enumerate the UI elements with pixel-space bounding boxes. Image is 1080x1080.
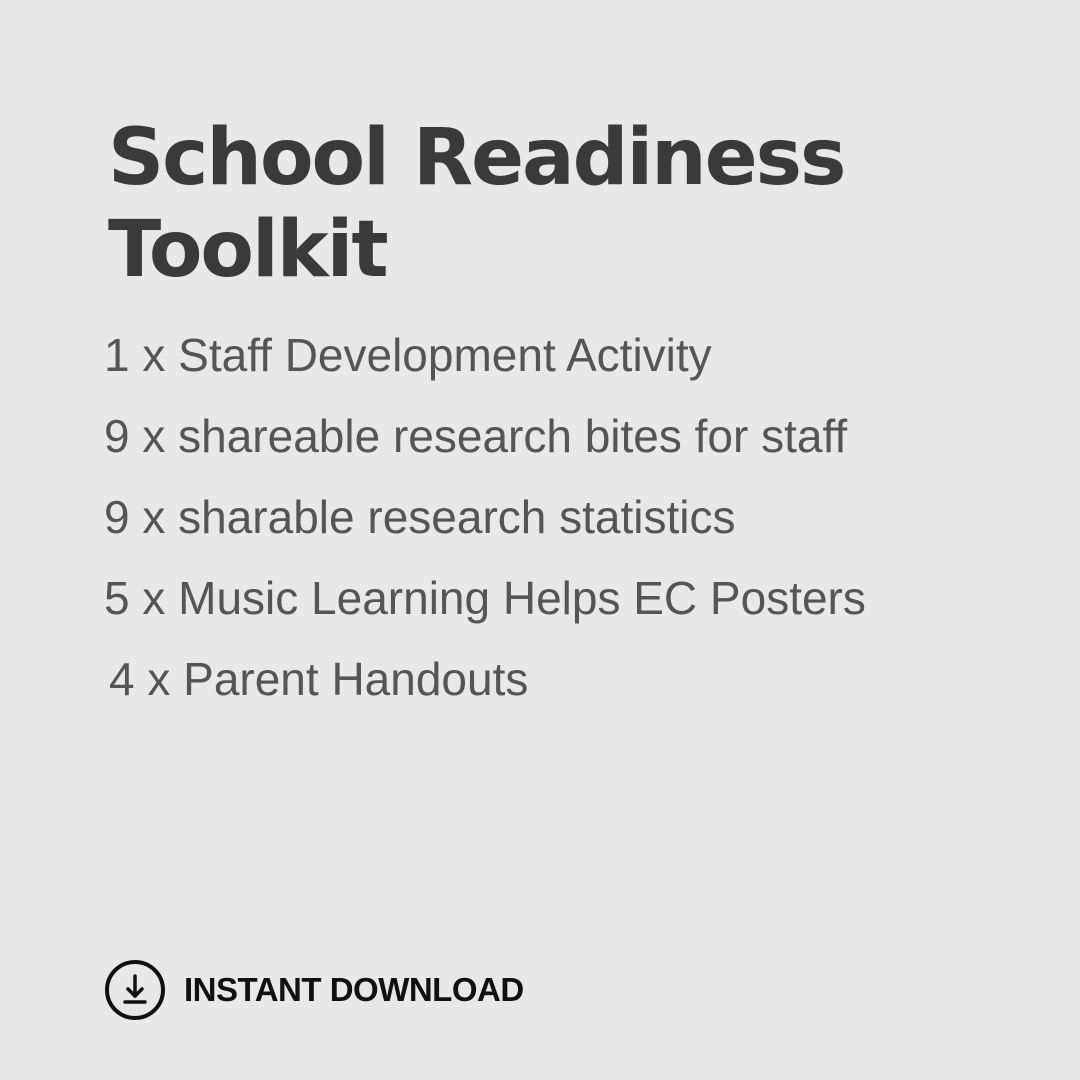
instant-download-button[interactable] <box>104 958 524 1022</box>
list-item: 9 x shareable research bites for staff <box>104 410 848 462</box>
list-item: 4 x Parent Handouts <box>109 653 529 705</box>
list-item: 9 x sharable research statistics <box>104 491 736 543</box>
download-icon <box>104 959 166 1021</box>
title-line-1: School Readiness <box>108 113 845 203</box>
page-title <box>108 112 844 296</box>
download-label: INSTANT DOWNLOAD <box>184 971 524 1008</box>
contents-list <box>104 318 866 723</box>
title-line-2: Toolkit <box>108 205 387 295</box>
list-item: 1 x Staff Development Activity <box>104 329 712 381</box>
list-item: 5 x Music Learning Helps EC Posters <box>104 572 866 624</box>
